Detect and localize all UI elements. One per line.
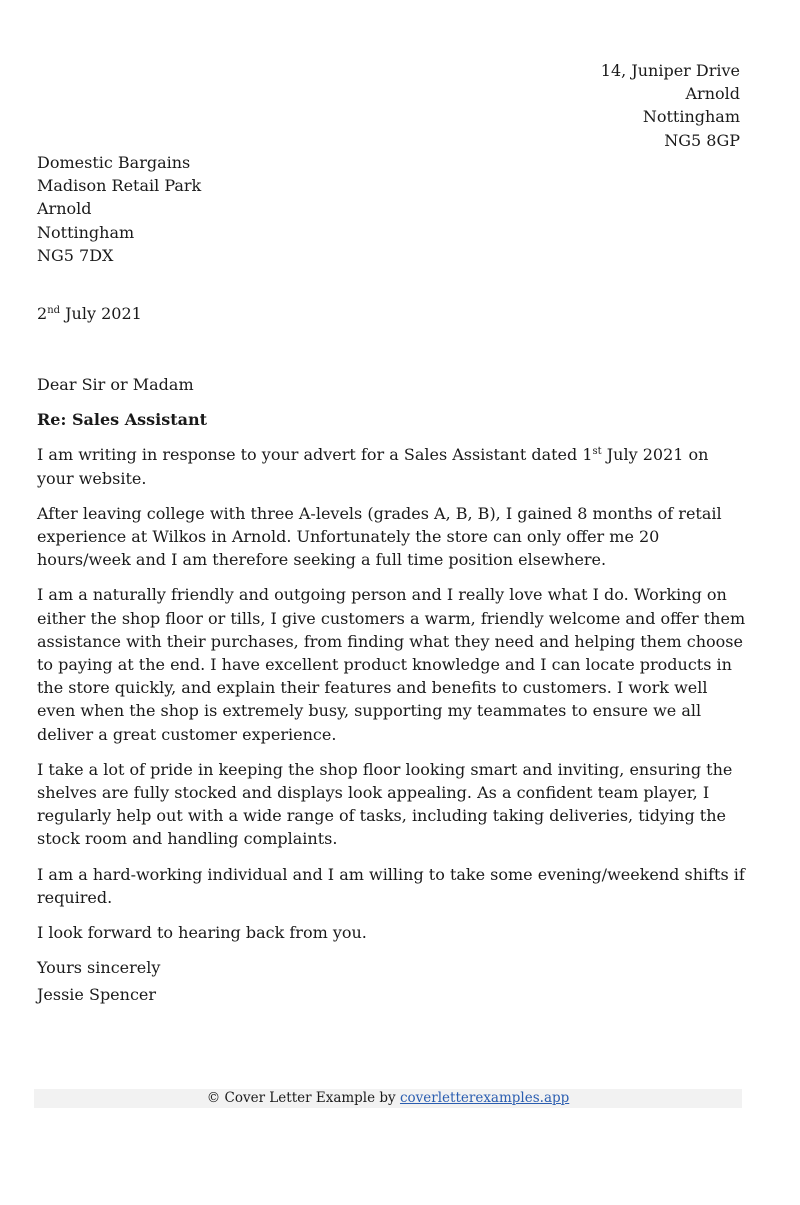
closing-phrase: Yours sincerely xyxy=(37,958,161,978)
experience-paragraph: After leaving college with three A-levels (grades A, B, B), I gained 8 months of retail experience at Wilkos in Arnold. Unfortunately the store can only offer me 20 hours/week and I am therefore seeking a full time position elsewhere. xyxy=(37,503,722,570)
date-rest: July 2021 xyxy=(60,304,142,323)
availability-paragraph: I am a hard-working individual and I am willing to take some evening/weekend shifts if required. xyxy=(37,864,745,907)
sender-address xyxy=(601,59,740,152)
closing-remark-paragraph: I look forward to hearing back from you. xyxy=(37,923,367,943)
intro-text: I am writing in response to your advert for a Sales Assistant dated 1 xyxy=(37,445,593,465)
sender-address-line: Nottingham xyxy=(642,107,740,127)
recipient-address-line: Arnold xyxy=(37,199,92,219)
footer-bar xyxy=(34,1089,742,1108)
pride-paragraph: I take a lot of pride in keeping the shop floor looking smart and inviting, ensuring the shelves are fully stocked and displays look appealing. As a confident team player, I regularly help out with a wide range of tasks, including taking deliveries, tidying the stock room and handling complaints. xyxy=(37,759,733,849)
intro-text-end: July 2021 on your website. xyxy=(37,445,709,488)
sender-address-line: Arnold xyxy=(685,84,740,104)
recipient-address xyxy=(37,151,201,267)
recipient-address-line: NG5 7DX xyxy=(37,245,114,265)
subject-line: Re: Sales Assistant xyxy=(37,410,208,430)
sender-address-line: 14, Juniper Drive xyxy=(600,61,740,80)
intro-paragraph xyxy=(37,443,749,489)
intro-date-suffix: st xyxy=(592,446,602,458)
footer-text: © Cover Letter Example by xyxy=(206,1090,400,1106)
letter-date xyxy=(37,302,142,325)
footer-link[interactable]: coverletterexamples.app xyxy=(399,1090,570,1106)
date-day: 2 xyxy=(37,304,48,323)
recipient-address-line: Nottingham xyxy=(37,222,135,242)
letter-body xyxy=(37,373,749,991)
salutation: Dear Sir or Madam xyxy=(37,375,194,394)
sender-address-line: NG5 8GP xyxy=(664,130,740,150)
recipient-address-line: Domestic Bargains xyxy=(37,153,191,172)
date-suffix: nd xyxy=(47,305,61,316)
personality-paragraph: I am a naturally friendly and outgoing person and I really love what I do. Working on either the shop floor or tills, I give customers a warm, friendly welcome and offer them assistance with their purchases, from finding what they need and helping them choose to paying at the end. I have excellent product knowledge and I can locate products in the store quickly, and explain their features and benefits to customers. I work well even when the shop is extremely busy, supporting my teammates to ensure we all deliver a great customer experience. xyxy=(37,585,746,744)
signature-name: Jessie Spencer xyxy=(37,985,157,1004)
recipient-address-line: Madison Retail Park xyxy=(37,176,202,196)
